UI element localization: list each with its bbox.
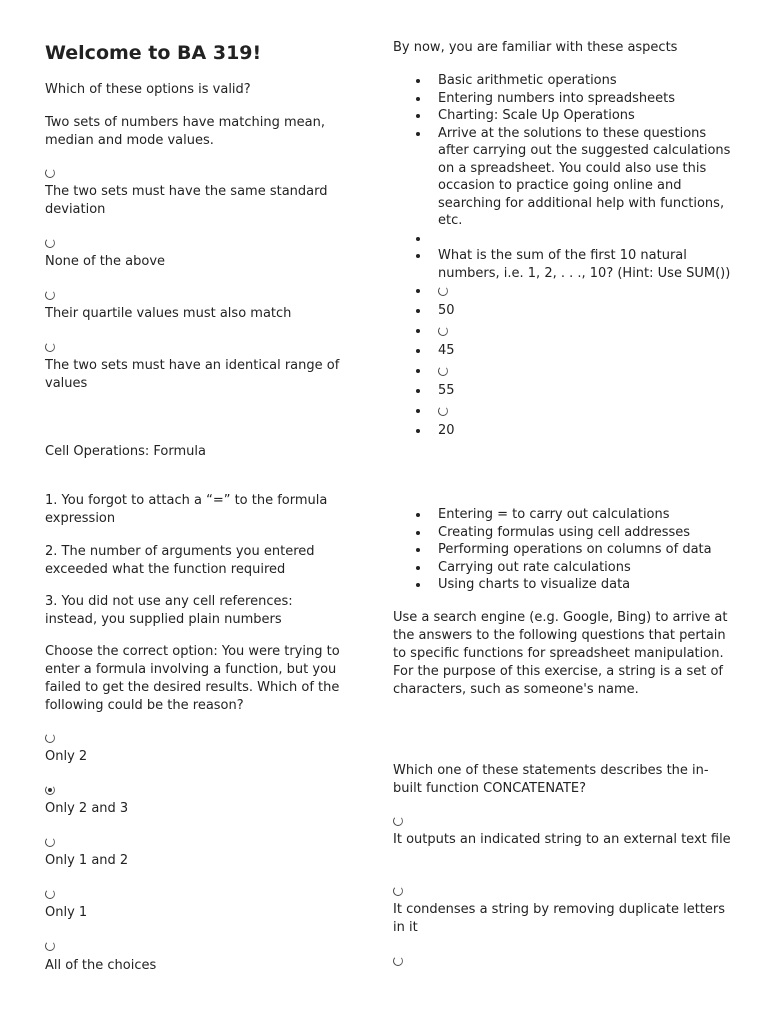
question-1-statement: Two sets of numbers have matching mean, median and mode values. xyxy=(45,115,325,148)
skills-list xyxy=(393,506,733,594)
question-2-option: Only 2 and 3 xyxy=(45,801,129,816)
question-3-option: It condenses a string by removing duplicate letters in it xyxy=(393,902,726,935)
page-title: Welcome to BA 319! xyxy=(45,42,262,64)
radio-button[interactable] xyxy=(45,837,55,847)
question-1-prompt: Which of these options is valid? xyxy=(45,82,251,97)
section-heading: Cell Operations: Formula xyxy=(45,444,206,459)
reason-item: 3. You did not use any cell references: instead, you supplied plain numbers xyxy=(45,594,293,627)
radio-button[interactable] xyxy=(438,406,448,416)
radio-button[interactable] xyxy=(45,941,55,951)
list-item-radio xyxy=(393,402,733,422)
radio-button[interactable] xyxy=(45,168,55,178)
list-item: Performing operations on columns of data xyxy=(393,541,733,559)
list-item: Entering numbers into spreadsheets xyxy=(393,90,733,108)
question-1-option: The two sets must have an identical range of values xyxy=(45,358,340,391)
radio-button[interactable] xyxy=(45,290,55,300)
reason-item: 2. The number of arguments you entered exceeded what the function required xyxy=(45,544,315,577)
radio-button[interactable] xyxy=(45,889,55,899)
list-item-radio xyxy=(393,322,733,342)
list-item: 20 xyxy=(393,422,733,442)
aspects-intro: By now, you are familiar with these aspects xyxy=(393,40,678,55)
list-item: Charting: Scale Up Operations xyxy=(393,107,733,125)
radio-button-selected[interactable] xyxy=(45,785,55,795)
list-item: 45 xyxy=(393,342,733,362)
question-3-prompt: Which one of these statements describes the in-built function CONCATENATE? xyxy=(393,763,709,796)
list-item-empty xyxy=(393,230,733,248)
reason-item: 1. You forgot to attach a “=” to the formula expression xyxy=(45,493,328,526)
radio-button[interactable] xyxy=(393,816,403,826)
list-item: Carrying out rate calculations xyxy=(393,559,733,577)
radio-button[interactable] xyxy=(438,286,448,296)
radio-button[interactable] xyxy=(393,886,403,896)
question-2-option: Only 1 xyxy=(45,905,88,920)
radio-button[interactable] xyxy=(45,342,55,352)
list-item: Using charts to visualize data xyxy=(393,576,733,594)
question-1-option: The two sets must have the same standard deviation xyxy=(45,184,328,217)
list-item: Arrive at the solutions to these questions after carrying out the suggested calculations on a spreadsheet. You could also use this occasion to practice going online and searching for additional help with functions, etc. xyxy=(393,125,733,230)
aspects-list xyxy=(393,72,733,442)
radio-button[interactable] xyxy=(438,366,448,376)
question-2-option: Only 2 xyxy=(45,749,88,764)
question-1-option: Their quartile values must also match xyxy=(45,306,292,321)
list-item: Entering = to carry out calculations xyxy=(393,506,733,524)
question-1-option: None of the above xyxy=(45,254,166,269)
list-item: Basic arithmetic operations xyxy=(393,72,733,90)
question-2-option: Only 1 and 2 xyxy=(45,853,129,868)
list-item: What is the sum of the first 10 natural numbers, i.e. 1, 2, . . ., 10? (Hint: Use SUM()) xyxy=(393,247,733,282)
question-3-option: It outputs an indicated string to an external text file xyxy=(393,832,731,847)
radio-button[interactable] xyxy=(45,238,55,248)
question-2-option: All of the choices xyxy=(45,958,157,973)
radio-button[interactable] xyxy=(45,733,55,743)
list-item-radio xyxy=(393,282,733,302)
list-item: 50 xyxy=(393,302,733,322)
list-item: 55 xyxy=(393,382,733,402)
search-instructions: Use a search engine (e.g. Google, Bing) to arrive at the answers to the following questions that pertain to specific functions for spreadsheet manipulation. For the purpose of this exercise, a string is a set of characters, such as someone's name. xyxy=(393,610,728,697)
list-item: Creating formulas using cell addresses xyxy=(393,524,733,542)
radio-button[interactable] xyxy=(438,326,448,336)
list-item-radio xyxy=(393,362,733,382)
question-2-prompt: Choose the correct option: You were trying to enter a formula involving a function, but you failed to get the desired results. Which of the following could be the reason? xyxy=(45,644,340,713)
radio-button[interactable] xyxy=(393,956,403,966)
